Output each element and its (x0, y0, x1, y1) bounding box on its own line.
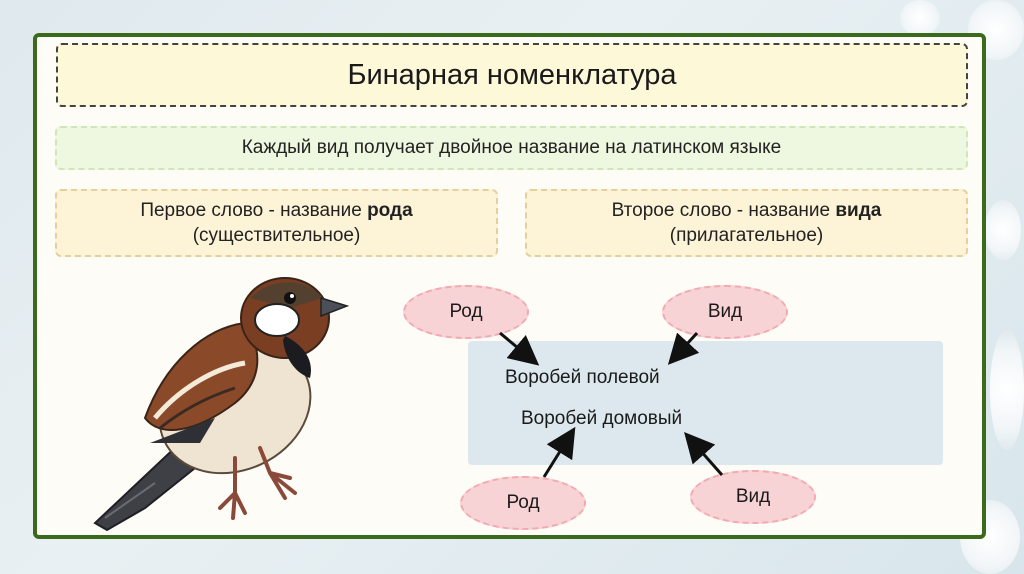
arrow-species-bottom (692, 441, 722, 475)
species-part-of-speech: (прилагательное) (669, 225, 824, 246)
species-label-bottom-text: Вид (735, 486, 771, 507)
species-bold-word: вида (835, 200, 882, 221)
species-line-text: Второе слово - название (611, 200, 836, 221)
genus-label-bottom-text: Род (506, 492, 540, 513)
genus-line-text: Первое слово - название (140, 200, 368, 221)
example-house-sparrow: Воробей домовый (521, 408, 683, 429)
arrow-species-top (676, 333, 697, 356)
genus-label-top-text: Род (449, 301, 483, 322)
arrow-genus-top (500, 333, 530, 358)
species-label-top-text: Вид (707, 301, 743, 322)
genus-bold-word: рода (367, 200, 413, 221)
title-text: Бинарная номенклатура (347, 58, 677, 91)
genus-part-of-speech: (существительное) (192, 225, 361, 246)
arrow-genus-bottom (544, 437, 569, 477)
definition-text: Каждый вид получает двойное название на латинском языке (241, 137, 782, 158)
example-field-sparrow: Воробей полевой (505, 367, 660, 388)
